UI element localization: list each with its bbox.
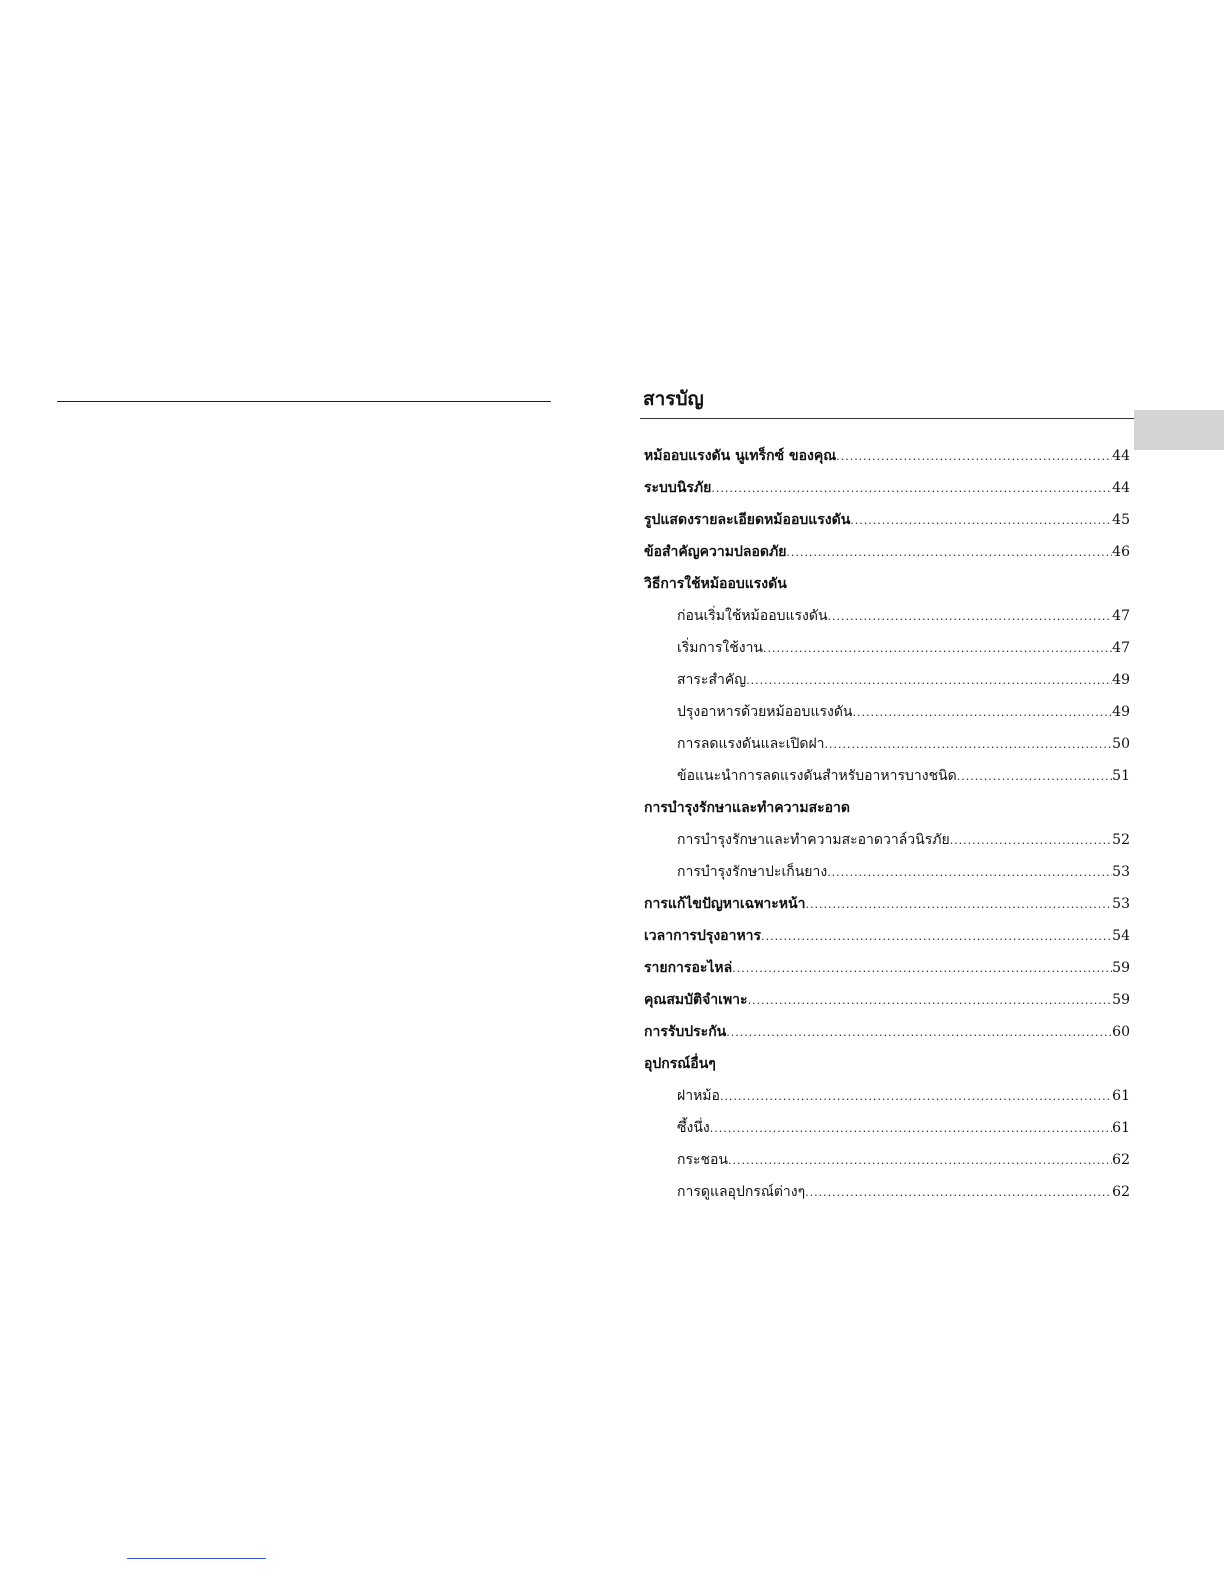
toc-entry[interactable] [644,696,1130,728]
toc-entry[interactable] [644,1080,1130,1112]
toc-dot-leader [726,1017,1112,1048]
toc-entry-label: หม้ออบแรงดัน นูเทร็กซ์ ของคุณ [644,448,837,464]
toc-dot-leader [732,953,1112,984]
toc-dot-leader [746,665,1112,696]
toc-entry-label: กระชอน [677,1152,728,1168]
toc-entry-label: รายการอะไหล่ [644,960,733,976]
toc-entry-label: ก่อนเริ่มใช้หม้ออบแรงดัน [677,608,828,624]
toc-page-number: 59 [1112,960,1130,976]
toc-entry[interactable] [644,856,1130,888]
toc-title: สารบัญ [643,388,704,410]
toc-entry-label: วิธีการใช้หม้ออบแรงดัน [644,576,787,592]
toc-page-number: 61 [1112,1088,1130,1104]
left-page-rule [57,401,551,402]
toc-dot-leader [825,729,1113,760]
toc-page-number: 46 [1112,544,1130,560]
toc-page-number: 52 [1112,832,1130,848]
toc-entry-label: ระบบนิรภัย [644,480,712,496]
toc-entry-label: ฝาหม้อ [677,1088,720,1104]
toc-entry-label: การบำรุงรักษาและทำความสะอาดวาล์วนิรภัย [677,832,950,848]
toc-list [644,440,1130,1208]
toc-entry-label: คุณสมบัติจำเพาะ [644,992,748,1008]
toc-dot-leader [852,697,1112,728]
toc-entry[interactable] [644,472,1130,504]
toc-entry-label: อุปกรณ์อื่นๆ [644,1056,716,1072]
toc-dot-leader [957,761,1112,792]
toc-entry[interactable] [644,1144,1130,1176]
toc-entry[interactable] [644,984,1130,1016]
toc-dot-leader [827,857,1112,888]
toc-section-heading [644,1048,1130,1080]
toc-page-number: 62 [1112,1184,1130,1200]
toc-entry[interactable] [644,888,1130,920]
toc-dot-leader [850,505,1112,536]
toc-page-number: 47 [1112,640,1130,656]
toc-dot-leader [836,441,1112,472]
toc-section-heading [644,568,1130,600]
toc-entry-label: การรับประกัน [644,1024,727,1040]
toc-page-number: 47 [1112,608,1130,624]
toc-entry-label: ข้อแนะนำการลดแรงดันสำหรับอาหารบางชนิด [677,768,957,784]
toc-dot-leader [786,537,1112,568]
toc-page-number: 45 [1112,512,1130,528]
toc-dot-leader [805,889,1112,920]
toc-dot-leader [950,825,1112,856]
title-rule [640,418,1215,419]
toc-entry[interactable] [644,728,1130,760]
toc-page-number: 50 [1112,736,1130,752]
toc-entry-label: การดูแลอุปกรณ์ต่างๆ [677,1184,806,1200]
toc-page-number: 62 [1112,1152,1130,1168]
toc-page-number: 60 [1112,1024,1130,1040]
toc-entry[interactable] [644,536,1130,568]
toc-page-number: 59 [1112,992,1130,1008]
toc-dot-leader [828,601,1113,632]
toc-dot-leader [711,473,1112,504]
toc-dot-leader [761,921,1112,952]
toc-dot-leader [748,985,1113,1016]
toc-dot-leader [805,1177,1112,1208]
toc-section-heading [644,792,1130,824]
toc-entry-label: การบำรุงรักษาและทำความสะอาด [644,800,851,816]
toc-entry-label: การบำรุงรักษาปะเก็นยาง [677,864,828,880]
toc-entry-label: สาระสำคัญ [677,672,747,688]
toc-entry-label: ข้อสำคัญความปลอดภัย [644,544,787,560]
toc-page-number: 54 [1112,928,1130,944]
toc-entry-label: การแก้ไขปัญหาเฉพาะหน้า [644,896,806,912]
toc-page-number: 49 [1112,704,1130,720]
toc-page-number: 53 [1112,864,1130,880]
toc-entry-label: การลดแรงดันและเปิดฝา [677,736,825,752]
toc-page-number: 51 [1112,768,1130,784]
toc-dot-leader [710,1113,1112,1144]
toc-entry[interactable] [644,504,1130,536]
toc-entry-label: เริ่มการใช้งาน [677,640,763,656]
toc-entry[interactable] [644,664,1130,696]
toc-page-number: 53 [1112,896,1130,912]
toc-entry-label: ปรุงอาหารด้วยหม้ออบแรงดัน [677,704,853,720]
toc-entry[interactable] [644,824,1130,856]
toc-dot-leader [728,1145,1112,1176]
toc-entry[interactable] [644,1016,1130,1048]
toc-entry-label: ซึ้งนึ่ง [677,1120,710,1136]
section-tab-marker [1134,410,1224,450]
toc-entry-label: รูปแสดงรายละเอียดหม้ออบแรงดัน [644,512,851,528]
toc-page-number: 61 [1112,1120,1130,1136]
toc-entry[interactable] [644,760,1130,792]
toc-page-number: 49 [1112,672,1130,688]
footer-underline [127,1558,266,1559]
toc-entry[interactable] [644,632,1130,664]
toc-entry[interactable] [644,920,1130,952]
toc-entry[interactable] [644,600,1130,632]
toc-entry[interactable] [644,1176,1130,1208]
toc-dot-leader [720,1081,1112,1112]
toc-entry[interactable] [644,440,1130,472]
toc-dot-leader [763,633,1112,664]
toc-page-number: 44 [1112,480,1130,496]
toc-entry-label: เวลาการปรุงอาหาร [644,928,762,944]
toc-entry[interactable] [644,952,1130,984]
toc-page-number: 44 [1112,448,1130,464]
toc-entry[interactable] [644,1112,1130,1144]
